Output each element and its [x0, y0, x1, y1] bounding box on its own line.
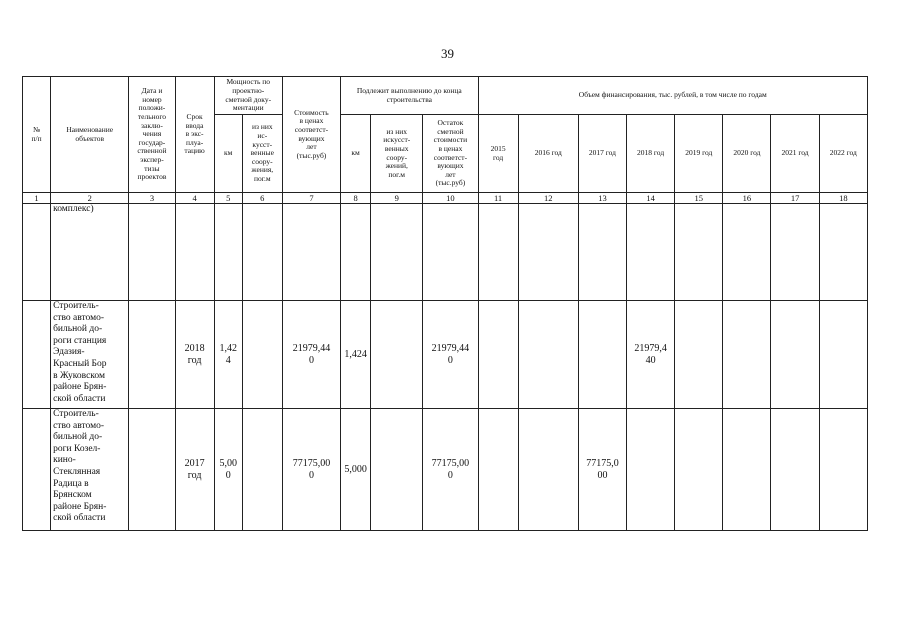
- cell-year-2022: [819, 301, 867, 409]
- cell-year-2017: [578, 301, 626, 409]
- cell-term: [175, 204, 214, 301]
- column-number: 3: [129, 193, 175, 204]
- column-number: 8: [341, 193, 371, 204]
- cell-year-2015: [478, 204, 518, 301]
- column-number: 7: [282, 193, 340, 204]
- cell-year-2018: [627, 204, 675, 301]
- cell-year-2022: [819, 409, 867, 531]
- cell-todo-rest: [423, 204, 478, 301]
- cell-year-2020: [723, 301, 771, 409]
- header-capacity: Мощность по проектно- сметной доку- ментации: [214, 77, 282, 115]
- column-number-row: [23, 193, 868, 204]
- header-todo-rest: Остаток сметной стоимости в ценах соответст- вующих лет (тыс.руб): [423, 115, 478, 193]
- cell-year-2019: [675, 409, 723, 531]
- cell-year-2015: [478, 409, 518, 531]
- cell-num: [23, 301, 51, 409]
- cell-year-2020: [723, 204, 771, 301]
- cell-year-2016: [518, 204, 578, 301]
- cell-object-name: комплекс): [51, 204, 129, 301]
- cell-todo-rest: 77175,00 0: [423, 409, 478, 531]
- header-cap-km: км: [214, 115, 242, 193]
- column-number: 16: [723, 193, 771, 204]
- cell-todo-km: 1,424: [341, 301, 371, 409]
- cell-todo-km: [341, 204, 371, 301]
- cell-year-2022: [819, 204, 867, 301]
- cell-object-name: Строитель- ство автомо- бильной до- роги Козел- кино- Стеклянная Радица в Брянском районе Брян- ской области: [51, 409, 129, 531]
- cell-num: [23, 409, 51, 531]
- header-cap-art: из них ис- кусст- венные соору- жения, пог.м: [242, 115, 282, 193]
- header-year: 2016 год: [518, 115, 578, 193]
- header-year: 2020 год: [723, 115, 771, 193]
- header-finance: Объем финансирования, тыс. рублей, в том числе по годам: [478, 77, 867, 115]
- header-todo-art: из них искусст- венных соору- жений, пог.м: [371, 115, 423, 193]
- header-year: 2022 год: [819, 115, 867, 193]
- cell-year-2021: [771, 301, 819, 409]
- cell-todo-art: [371, 301, 423, 409]
- header-year: 2019 год: [675, 115, 723, 193]
- cell-year-2021: [771, 409, 819, 531]
- header-year: 2015 год: [478, 115, 518, 193]
- column-number: 6: [242, 193, 282, 204]
- table-row: [23, 409, 868, 531]
- cell-year-2019: [675, 301, 723, 409]
- header-name: Наименование объектов: [51, 77, 129, 193]
- cell-todo-rest: 21979,44 0: [423, 301, 478, 409]
- financing-table: [22, 76, 868, 531]
- column-number: 11: [478, 193, 518, 204]
- cell-date: [129, 204, 175, 301]
- column-number: 15: [675, 193, 723, 204]
- column-number: 13: [578, 193, 626, 204]
- column-number: 10: [423, 193, 478, 204]
- cell-year-2015: [478, 301, 518, 409]
- cell-year-2020: [723, 409, 771, 531]
- page-number: 39: [441, 46, 454, 61]
- cell-year-2017: [578, 204, 626, 301]
- cell-art: [242, 301, 282, 409]
- cell-km: 1,42 4: [214, 301, 242, 409]
- cell-date: [129, 409, 175, 531]
- table-row: [23, 301, 868, 409]
- column-number: 4: [175, 193, 214, 204]
- cell-term: 2018 год: [175, 301, 214, 409]
- header-year: 2021 год: [771, 115, 819, 193]
- column-number: 2: [51, 193, 129, 204]
- cell-year-2016: [518, 409, 578, 531]
- header-num: № п/п: [23, 77, 51, 193]
- header-expertise: Дата и номер положи- тельного заклю- чения государ- ственной экспер- тизы проектов: [129, 77, 175, 193]
- header-todo-km: км: [341, 115, 371, 193]
- cell-year-2018: 21979,4 40: [627, 301, 675, 409]
- column-number: 12: [518, 193, 578, 204]
- cell-art: [242, 204, 282, 301]
- cell-year-2018: [627, 409, 675, 531]
- column-number: 14: [627, 193, 675, 204]
- cell-year-2017: 77175,0 00: [578, 409, 626, 531]
- cell-date: [129, 301, 175, 409]
- cell-year-2019: [675, 204, 723, 301]
- header-term: Срок ввода в экс- плуа- тацию: [175, 77, 214, 193]
- cell-year-2016: [518, 301, 578, 409]
- cell-cost: 77175,00 0: [282, 409, 340, 531]
- table-row: [23, 204, 868, 301]
- column-number: 5: [214, 193, 242, 204]
- cell-cost: 21979,44 0: [282, 301, 340, 409]
- header-year: 2017 год: [578, 115, 626, 193]
- header-year: 2018 год: [627, 115, 675, 193]
- cell-art: [242, 409, 282, 531]
- column-number: 18: [819, 193, 867, 204]
- cell-num: [23, 204, 51, 301]
- cell-km: 5,00 0: [214, 409, 242, 531]
- header-cost: Стоимость в ценах соответст- вующих лет (тыс.руб): [282, 77, 340, 193]
- cell-todo-km: 5,000: [341, 409, 371, 531]
- cell-todo-art: [371, 204, 423, 301]
- column-number: 1: [23, 193, 51, 204]
- cell-km: [214, 204, 242, 301]
- cell-term: 2017 год: [175, 409, 214, 531]
- cell-year-2021: [771, 204, 819, 301]
- column-number: 9: [371, 193, 423, 204]
- cell-todo-art: [371, 409, 423, 531]
- cell-object-name: Строитель- ство автомо- бильной до- роги станция Эдазия- Красный Бор в Жуковском районе Брян- ской области: [51, 301, 129, 409]
- column-number: 17: [771, 193, 819, 204]
- header-todo: Подлежит выполнению до конца строительства: [341, 77, 478, 115]
- cell-cost: [282, 204, 340, 301]
